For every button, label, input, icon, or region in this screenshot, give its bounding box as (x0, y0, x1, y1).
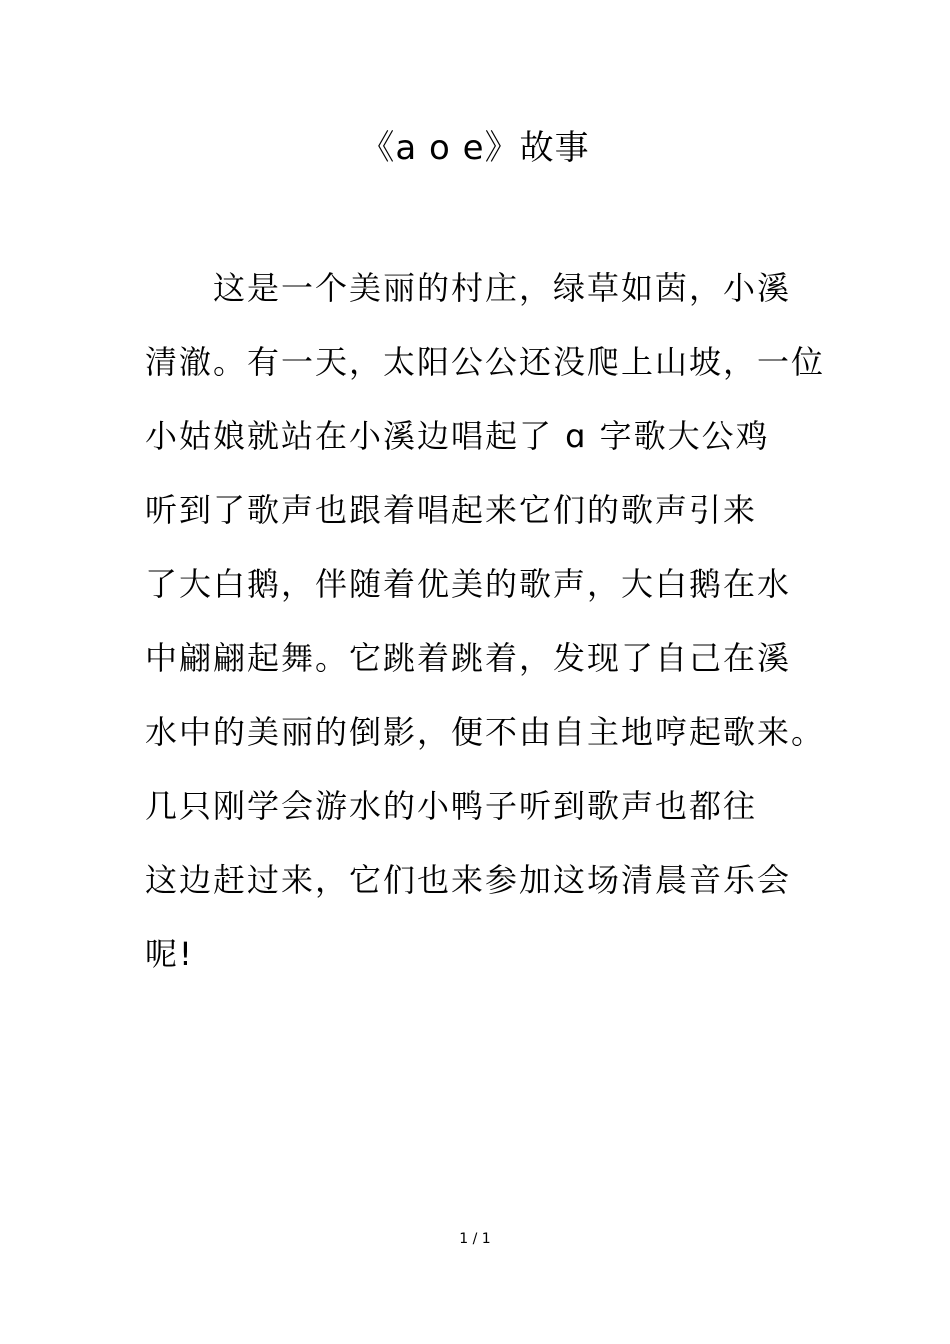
paragraph-line: 这边赶过来，它们也来参加这场清晨音乐会 (145, 861, 792, 899)
page-number: 1 / 1 (459, 1231, 491, 1247)
paragraph-line: 水中的美丽的倒影，便不由自主地哼起歌来。 (145, 713, 826, 751)
document-title: 《a o e》故事 (360, 128, 590, 168)
paragraph-line: 了大白鹅，伴随着优美的歌声，大白鹅在水 (145, 565, 792, 603)
paragraph-line: 呢! (145, 935, 194, 973)
paragraph-line: 中翩翩起舞。它跳着跳着，发现了自己在溪 (145, 639, 792, 677)
paragraph-line: 几只刚学会游水的小鸭子听到歌声也都往 (145, 787, 758, 825)
paragraph-line: 清澈。有一天，太阳公公还没爬上山坡，一位 (145, 343, 826, 381)
story-paragraph (145, 258, 845, 998)
paragraph-line: 这是一个美丽的村庄，绿草如茵，小溪 (213, 269, 792, 307)
paragraph-line: 小姑娘就站在小溪边唱起了 ɑ 字歌大公鸡 (145, 417, 770, 455)
paragraph-line: 听到了歌声也跟着唱起来它们的歌声引来 (145, 491, 758, 529)
